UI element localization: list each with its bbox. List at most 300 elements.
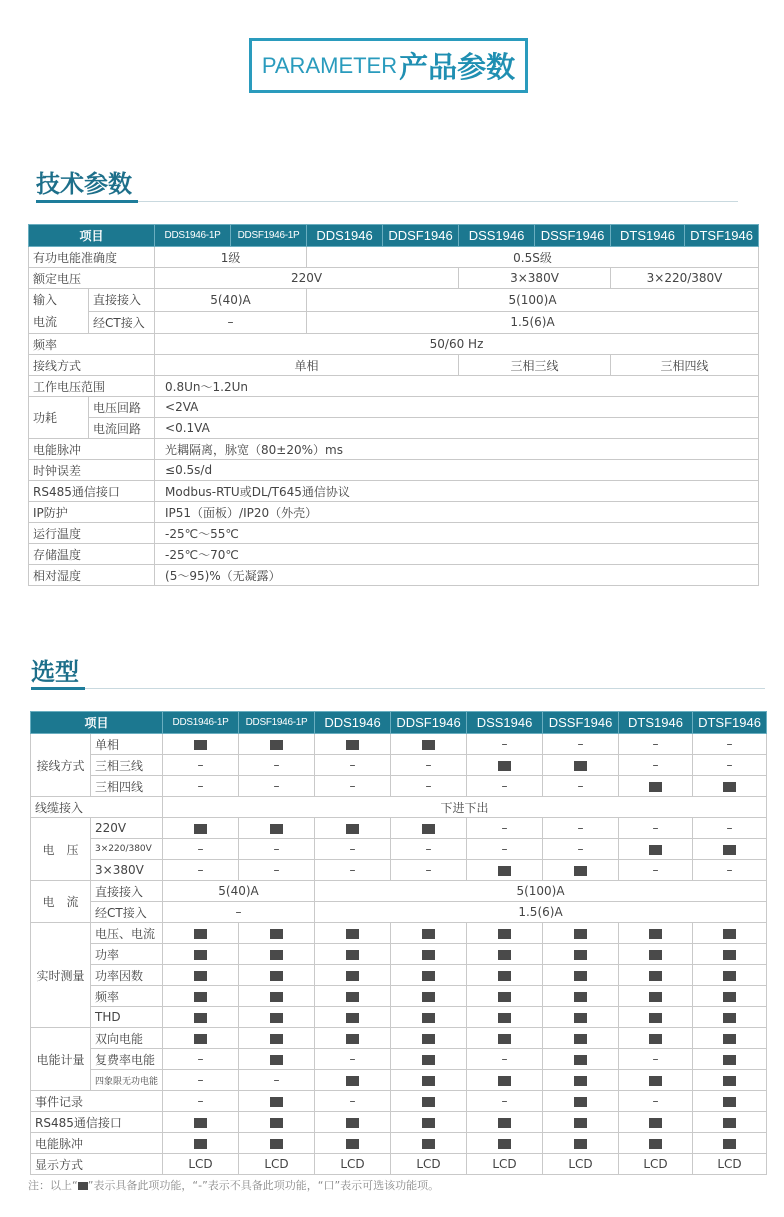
cell-value: 1.5(6)A — [307, 311, 759, 334]
dash: – — [577, 821, 584, 835]
feature-cell — [163, 1007, 239, 1028]
feature-cell — [693, 1070, 767, 1091]
tech-row-input-direct — [29, 289, 759, 312]
feature-cell — [163, 776, 239, 797]
feature-cell — [315, 1133, 391, 1154]
sel-title: 选型 — [31, 658, 79, 686]
feature-cell — [239, 860, 315, 881]
row-sublabel: 直接接入 — [89, 289, 155, 312]
filled-square-icon — [194, 1034, 207, 1044]
row-label: 频率 — [29, 334, 155, 355]
feature-cell — [391, 1133, 467, 1154]
feature-cell — [315, 860, 391, 881]
feature-cell — [239, 818, 315, 839]
footnote — [28, 1177, 439, 1193]
sel-row — [31, 1112, 767, 1133]
cell-value: 光耦隔离，脉宽（80±20%）ms — [155, 439, 759, 460]
feature-cell — [619, 839, 693, 860]
sel-model-header: DTS1946 — [619, 712, 693, 734]
feature-cell — [163, 734, 239, 755]
filled-square-icon — [270, 929, 283, 939]
filled-square-icon — [194, 1139, 207, 1149]
tech-row-voltage — [29, 268, 759, 289]
filled-square-icon — [649, 971, 662, 981]
dash: – — [273, 758, 280, 772]
feature-cell — [619, 923, 693, 944]
feature-cell — [619, 1049, 693, 1070]
sel-row — [31, 776, 767, 797]
filled-square-icon — [723, 1013, 736, 1023]
dash: – — [652, 1052, 659, 1066]
feature-cell — [239, 986, 315, 1007]
feature-cell — [391, 776, 467, 797]
filled-square-icon — [422, 929, 435, 939]
feature-cell — [163, 944, 239, 965]
row-group-label: 功耗 — [29, 397, 89, 439]
dash: – — [501, 1052, 508, 1066]
cell-value: 单相 — [155, 355, 459, 376]
feature-cell — [239, 1133, 315, 1154]
feature-cell — [619, 965, 693, 986]
feature-cell — [467, 776, 543, 797]
feature-cell — [543, 734, 619, 755]
feature-cell — [391, 923, 467, 944]
feature-cell — [467, 923, 543, 944]
dash: – — [501, 821, 508, 835]
sel-row — [31, 1049, 767, 1070]
dash: – — [501, 779, 508, 793]
feature-cell — [693, 755, 767, 776]
feature-cell — [391, 839, 467, 860]
filled-square-icon — [346, 740, 359, 750]
feature-cell — [163, 1091, 239, 1112]
cell-value: 50/60 Hz — [155, 334, 759, 355]
filled-square-icon — [422, 1076, 435, 1086]
filled-square-icon — [270, 1055, 283, 1065]
feature-cell — [543, 1091, 619, 1112]
filled-square-icon — [346, 1118, 359, 1128]
feature-cell — [693, 1133, 767, 1154]
sel-row — [31, 860, 767, 881]
sel-row — [31, 734, 767, 755]
filled-square-icon — [723, 971, 736, 981]
row-sublabel: 三相三线 — [91, 755, 163, 776]
filled-square-icon — [422, 1013, 435, 1023]
filled-square-icon — [422, 1139, 435, 1149]
filled-square-icon — [498, 1013, 511, 1023]
group-label: 接线方式 — [31, 734, 91, 797]
cell-value: LCD — [391, 1154, 467, 1175]
cell-value: 5(40)A — [163, 881, 315, 902]
filled-square-icon — [498, 971, 511, 981]
dash: – — [197, 1073, 204, 1087]
tech-row-freq — [29, 334, 759, 355]
filled-square-icon — [270, 824, 283, 834]
row-label: 有功电能准确度 — [29, 247, 155, 268]
feature-cell — [315, 965, 391, 986]
feature-cell — [543, 1133, 619, 1154]
filled-square-icon — [498, 1139, 511, 1149]
feature-cell — [163, 1049, 239, 1070]
feature-cell — [693, 1112, 767, 1133]
cell-value: – — [163, 902, 315, 923]
tech-row-rs485 — [29, 481, 759, 502]
feature-cell — [163, 1070, 239, 1091]
filled-square-icon — [346, 992, 359, 1002]
filled-square-icon — [194, 950, 207, 960]
feature-cell — [693, 986, 767, 1007]
feature-cell — [315, 923, 391, 944]
dash: – — [349, 863, 356, 877]
row-label: 线缆接入 — [31, 797, 163, 818]
feature-cell — [693, 818, 767, 839]
cell-value: LCD — [239, 1154, 315, 1175]
input-label-1: 输入 — [33, 293, 58, 307]
dash: – — [273, 1073, 280, 1087]
dash: – — [425, 779, 432, 793]
filled-square-icon — [574, 1118, 587, 1128]
feature-cell — [239, 1007, 315, 1028]
tech-row-power-v — [29, 397, 759, 418]
feature-cell — [163, 860, 239, 881]
dash: – — [501, 1094, 508, 1108]
filled-square-icon — [270, 992, 283, 1002]
dash: – — [425, 758, 432, 772]
filled-square-icon — [574, 1139, 587, 1149]
feature-cell — [467, 1070, 543, 1091]
feature-cell — [467, 965, 543, 986]
feature-cell — [543, 1112, 619, 1133]
row-sublabel: 电压、电流 — [91, 923, 163, 944]
cell-value: <2VA — [155, 397, 759, 418]
cell-value: 0.5S级 — [307, 247, 759, 268]
feature-cell — [467, 1028, 543, 1049]
feature-cell — [391, 944, 467, 965]
filled-square-icon — [270, 1139, 283, 1149]
dash: – — [425, 842, 432, 856]
filled-square-icon — [422, 1055, 435, 1065]
feature-cell — [163, 1133, 239, 1154]
row-label: RS485通信接口 — [29, 481, 155, 502]
filled-square-icon — [498, 1076, 511, 1086]
cell-value: 3×380V — [459, 268, 611, 289]
feature-cell — [467, 1133, 543, 1154]
row-label: 显示方式 — [31, 1154, 163, 1175]
filled-square-icon — [723, 950, 736, 960]
feature-cell — [693, 860, 767, 881]
feature-cell — [693, 923, 767, 944]
feature-cell — [543, 944, 619, 965]
feature-cell — [543, 1049, 619, 1070]
filled-square-icon — [270, 1097, 283, 1107]
feature-cell — [619, 755, 693, 776]
filled-square-icon — [270, 950, 283, 960]
feature-cell — [163, 923, 239, 944]
feature-cell — [543, 839, 619, 860]
group-label: 电 压 — [31, 818, 91, 881]
note-text: ”表示具备此项功能，“-”表示不具备此项功能，“口”表示可选该功能项。 — [87, 1179, 440, 1192]
dash: – — [197, 779, 204, 793]
cell-value: LCD — [467, 1154, 543, 1175]
dash: – — [197, 863, 204, 877]
cell-value: 5(100)A — [307, 289, 759, 312]
row-sublabel: 3×380V — [91, 860, 163, 881]
filled-square-icon — [723, 1118, 736, 1128]
feature-cell — [693, 1091, 767, 1112]
feature-cell — [543, 860, 619, 881]
group-label: 电 流 — [31, 881, 91, 923]
feature-cell — [467, 839, 543, 860]
dash: – — [425, 863, 432, 877]
row-sublabel: 四象限无功电能 — [91, 1070, 163, 1091]
feature-cell — [543, 776, 619, 797]
filled-square-icon — [649, 992, 662, 1002]
feature-cell — [391, 1049, 467, 1070]
sel-model-header: DDSF1946 — [391, 712, 467, 734]
filled-square-icon — [194, 740, 207, 750]
tech-model-header: DSSF1946 — [535, 225, 611, 247]
row-label: 电能脉冲 — [31, 1133, 163, 1154]
filled-square-icon — [574, 950, 587, 960]
feature-cell — [543, 1028, 619, 1049]
filled-square-icon — [649, 1034, 662, 1044]
filled-square-icon — [574, 761, 587, 771]
feature-cell — [391, 986, 467, 1007]
cell-value: <0.1VA — [155, 418, 759, 439]
cell-value: 3×220/380V — [611, 268, 759, 289]
cell-value: LCD — [619, 1154, 693, 1175]
filled-square-icon — [574, 866, 587, 876]
feature-cell — [619, 818, 693, 839]
filled-square-icon — [422, 971, 435, 981]
feature-cell — [239, 944, 315, 965]
sel-row — [31, 839, 767, 860]
row-sublabel: 220V — [91, 818, 163, 839]
cell-value: 1.5(6)A — [315, 902, 767, 923]
feature-cell — [619, 1007, 693, 1028]
feature-cell — [693, 1049, 767, 1070]
filled-square-icon — [498, 761, 511, 771]
filled-square-icon — [270, 1034, 283, 1044]
filled-square-icon — [270, 1013, 283, 1023]
filled-square-icon — [346, 950, 359, 960]
dash: – — [501, 737, 508, 751]
feature-cell — [163, 1112, 239, 1133]
feature-cell — [239, 755, 315, 776]
row-sublabel: 功率因数 — [91, 965, 163, 986]
filled-square-icon — [649, 782, 662, 792]
row-sublabel: 功率 — [91, 944, 163, 965]
row-label: IP防护 — [29, 502, 155, 523]
feature-cell — [315, 1112, 391, 1133]
feature-cell — [315, 1091, 391, 1112]
feature-cell — [619, 1112, 693, 1133]
row-sublabel: 经CT接入 — [89, 311, 155, 334]
dash: – — [726, 863, 733, 877]
filled-square-icon — [649, 1118, 662, 1128]
sel-row — [31, 1007, 767, 1028]
feature-cell — [391, 1028, 467, 1049]
feature-cell — [239, 1112, 315, 1133]
sel-model-header: DSS1946 — [467, 712, 543, 734]
dash: – — [197, 1094, 204, 1108]
sel-row — [31, 1133, 767, 1154]
feature-cell — [391, 818, 467, 839]
filled-square-icon — [723, 929, 736, 939]
filled-square-icon — [194, 992, 207, 1002]
sel-row-display — [31, 1154, 767, 1175]
row-label: 存储温度 — [29, 544, 155, 565]
note-prefix: 注：以上“ — [28, 1179, 78, 1192]
filled-square-icon — [346, 971, 359, 981]
row-sublabel: 三相四线 — [91, 776, 163, 797]
group-label: 电能计量 — [31, 1028, 91, 1091]
filled-square-icon — [723, 1076, 736, 1086]
cell-value: -25℃～70℃ — [155, 544, 759, 565]
tech-row-ip — [29, 502, 759, 523]
feature-cell — [315, 1070, 391, 1091]
row-label: 额定电压 — [29, 268, 155, 289]
tech-model-header: DTSF1946 — [685, 225, 759, 247]
dash: – — [273, 779, 280, 793]
tech-title-rule — [138, 201, 738, 202]
feature-cell — [239, 839, 315, 860]
tech-row-optemp — [29, 523, 759, 544]
filled-square-icon — [498, 950, 511, 960]
feature-cell — [543, 965, 619, 986]
sel-row — [31, 944, 767, 965]
cell-value: 三相三线 — [459, 355, 611, 376]
dash: – — [577, 737, 584, 751]
dash: – — [501, 842, 508, 856]
tech-row-accuracy — [29, 247, 759, 268]
filled-square-icon — [498, 929, 511, 939]
sel-row — [31, 986, 767, 1007]
dash: – — [726, 821, 733, 835]
feature-cell — [693, 944, 767, 965]
filled-square-icon — [422, 950, 435, 960]
sel-model-header: DTSF1946 — [693, 712, 767, 734]
dash: – — [349, 1094, 356, 1108]
feature-cell — [315, 986, 391, 1007]
row-label: 工作电压范围 — [29, 376, 155, 397]
sel-title-rule — [85, 688, 765, 689]
feature-cell — [467, 818, 543, 839]
feature-cell — [391, 1091, 467, 1112]
filled-square-icon — [498, 992, 511, 1002]
filled-square-icon — [346, 1076, 359, 1086]
feature-cell — [543, 986, 619, 1007]
sel-row — [31, 818, 767, 839]
cell-value: Modbus-RTU或DL/T645通信协议 — [155, 481, 759, 502]
cell-value: 下进下出 — [163, 797, 767, 818]
sel-model-header: DDS1946 — [315, 712, 391, 734]
parameter-header — [249, 38, 528, 93]
cell-value: 220V — [155, 268, 459, 289]
filled-square-icon — [270, 1118, 283, 1128]
filled-square-icon — [422, 1118, 435, 1128]
cell-value: – — [155, 311, 307, 334]
sel-row — [31, 1070, 767, 1091]
filled-square-icon — [723, 1097, 736, 1107]
feature-cell — [239, 1049, 315, 1070]
filled-square-icon — [422, 740, 435, 750]
header-en: PARAMETER — [261, 52, 398, 78]
tech-header-row — [29, 225, 759, 247]
feature-cell — [391, 734, 467, 755]
tech-model-header: DDSF1946-1P — [231, 225, 307, 247]
dash: – — [652, 1094, 659, 1108]
filled-square-icon — [649, 950, 662, 960]
row-sublabel: THD — [91, 1007, 163, 1028]
tech-model-header: DSS1946 — [459, 225, 535, 247]
feature-cell — [391, 1112, 467, 1133]
tech-model-header: DDS1946 — [307, 225, 383, 247]
feature-cell — [619, 944, 693, 965]
cell-value: 5(100)A — [315, 881, 767, 902]
cell-value: ≤0.5s/d — [155, 460, 759, 481]
row-sublabel: 经CT接入 — [91, 902, 163, 923]
filled-square-icon — [723, 845, 736, 855]
cell-value: IP51（面板）/IP20（外壳） — [155, 502, 759, 523]
dash: – — [349, 1052, 356, 1066]
feature-cell — [543, 1007, 619, 1028]
filled-square-icon — [649, 1076, 662, 1086]
sel-title-underline — [31, 687, 85, 690]
filled-square-icon — [723, 1034, 736, 1044]
feature-cell — [239, 923, 315, 944]
feature-cell — [239, 965, 315, 986]
feature-cell — [619, 1028, 693, 1049]
filled-square-icon — [723, 1055, 736, 1065]
feature-cell — [315, 839, 391, 860]
feature-cell — [693, 1007, 767, 1028]
feature-cell — [467, 944, 543, 965]
feature-cell — [315, 1028, 391, 1049]
sel-row-current-ct — [31, 902, 767, 923]
row-sublabel: 3×220/380V — [91, 839, 163, 860]
row-label: 接线方式 — [29, 355, 155, 376]
filled-square-icon — [422, 824, 435, 834]
tech-title-underline — [36, 200, 138, 203]
feature-cell — [693, 1028, 767, 1049]
feature-cell — [619, 1091, 693, 1112]
filled-square-icon — [346, 1139, 359, 1149]
tech-row-range — [29, 376, 759, 397]
cell-value: -25℃～55℃ — [155, 523, 759, 544]
feature-cell — [619, 860, 693, 881]
feature-cell — [619, 1070, 693, 1091]
dash: – — [577, 842, 584, 856]
tech-row-power-c — [29, 418, 759, 439]
feature-cell — [467, 1091, 543, 1112]
sel-row-current-direct — [31, 881, 767, 902]
filled-square-icon — [574, 1034, 587, 1044]
filled-square-icon — [574, 1055, 587, 1065]
feature-cell — [315, 1007, 391, 1028]
feature-cell — [467, 1007, 543, 1028]
filled-square-icon — [649, 845, 662, 855]
cell-value: 三相四线 — [611, 355, 759, 376]
filled-square-icon — [498, 866, 511, 876]
tech-table — [28, 224, 759, 586]
tech-model-header: DDSF1946 — [383, 225, 459, 247]
filled-square-icon — [194, 929, 207, 939]
sel-row — [31, 1091, 767, 1112]
feature-cell — [619, 1133, 693, 1154]
feature-cell — [239, 734, 315, 755]
filled-square-icon — [78, 1182, 88, 1190]
